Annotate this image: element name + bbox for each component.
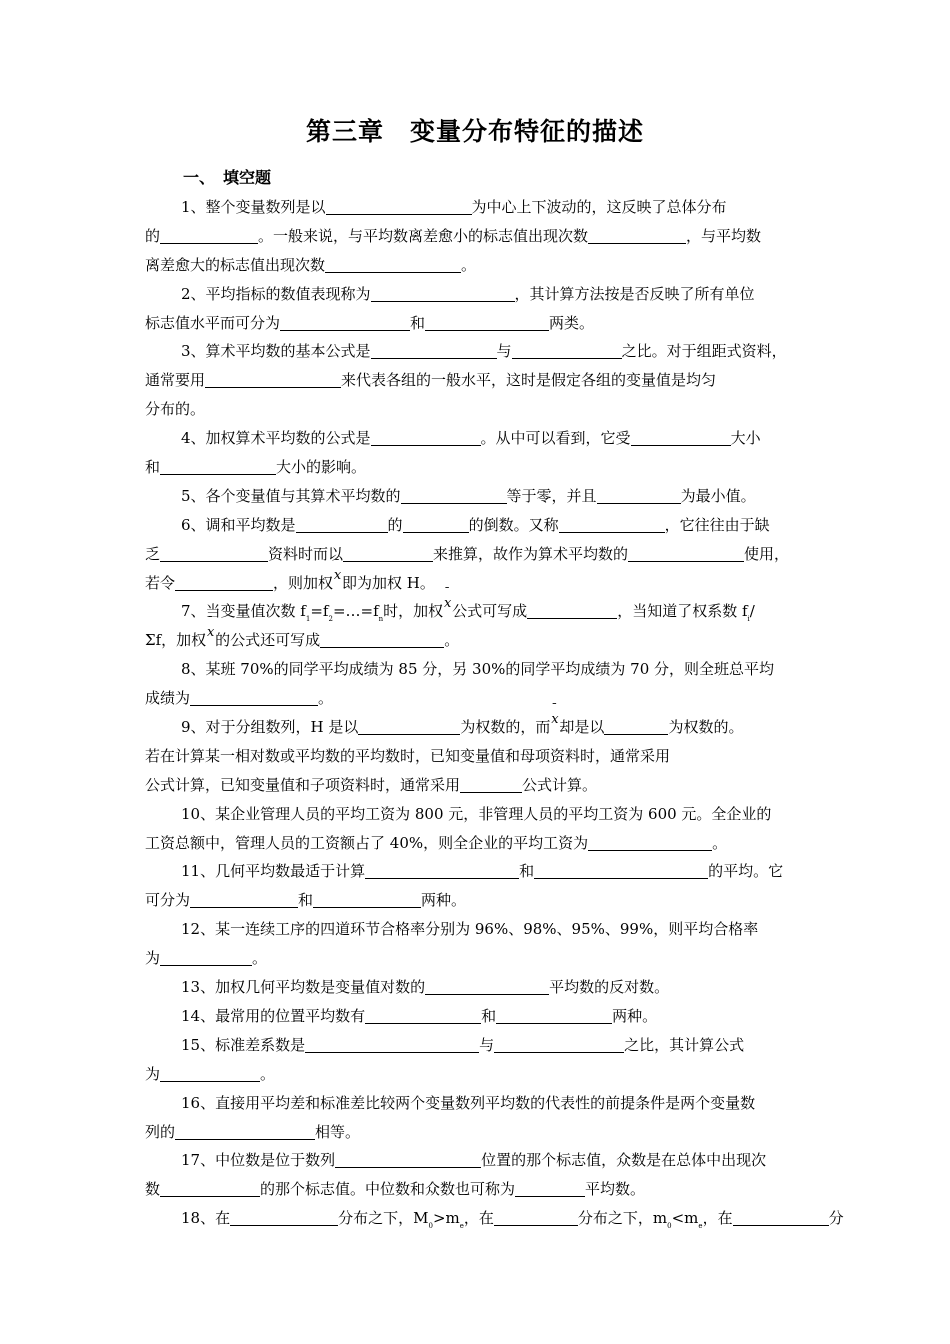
question-5-line-1: 5、各个变量值与其算术平均数的 等于零，并且 为最小值。	[181, 486, 756, 505]
answer-blank[interactable]	[326, 197, 472, 215]
answer-blank[interactable]	[588, 833, 712, 851]
answer-blank[interactable]	[365, 861, 519, 879]
question-16-line-1: 16、直接用平均差和标准差比较两个变量数列平均数的代表性的前提条件是两个变量数	[181, 1093, 756, 1112]
x-bar-symbol: ¯ x	[443, 590, 452, 619]
answer-blank[interactable]	[313, 890, 421, 908]
question-16-line-2: 列的 相等。	[145, 1122, 361, 1141]
question-1-line-2: 的 。一般来说，与平均数离差愈小的标志值出现次数 ，与平均数	[145, 226, 762, 245]
question-7-line-2: Σf，加权¯ x的公式还可写成 。	[145, 626, 807, 655]
answer-blank[interactable]	[160, 226, 258, 244]
answer-blank[interactable]	[296, 515, 388, 533]
answer-blank[interactable]	[401, 486, 507, 504]
answer-blank[interactable]	[335, 1150, 481, 1168]
question-10-line-1: 10、某企业管理人员的平均工资为 800 元，非管理人员的平均工资为 600 元。全企业的	[181, 804, 772, 823]
answer-blank[interactable]	[160, 1179, 260, 1197]
question-3-line-2: 通常要用 来代表各组的一般水平，这时是假定各组的变量值是均匀	[145, 371, 717, 390]
question-2-line-1: 2、平均指标的数值表现称为 ，其计算方法按是否反映了所有单位	[181, 284, 755, 303]
question-3-line-1: 3、算术平均数的基本公式是 与 之比。对于组距式资料，	[181, 342, 787, 361]
question-13-line-1: 13、加权几何平均数是变量值对数的 平均数的反对数。	[181, 978, 670, 997]
answer-blank[interactable]	[190, 688, 318, 706]
answer-blank[interactable]	[733, 1208, 829, 1226]
question-6-line-1: 6、调和平均数是 的 的倒数。又称 ，它往往由于缺	[181, 515, 770, 534]
question-6-line-2: 乏 资料时而以 来推算，故作为算术平均数的 使用，	[145, 544, 790, 563]
question-4-line-1: 4、加权算术平均数的公式是 。从中可以看到，它受 大小	[181, 429, 761, 448]
answer-blank[interactable]	[175, 573, 273, 591]
question-6-line-3: 若令 ，则加权¯ x即为加权 H。	[145, 569, 807, 598]
answer-blank[interactable]	[280, 313, 410, 331]
question-8-line-2: 成绩为 。	[145, 689, 334, 708]
question-9-line-2: 若在计算某一相对数或平均数的平均数时，已知变量值和母项资料时，通常采用	[145, 746, 671, 765]
answer-blank[interactable]	[205, 370, 341, 388]
answer-blank[interactable]	[371, 341, 497, 359]
answer-blank[interactable]	[460, 775, 522, 793]
question-9-line-3: 公式计算，已知变量值和子项资料时，通常采用 公式计算。	[145, 775, 598, 794]
answer-blank[interactable]	[175, 1122, 315, 1140]
question-12-line-1: 12、某一连续工序的四道环节合格率分别为 96%、98%、95%、99%，则平均合格率	[181, 920, 759, 939]
answer-blank[interactable]	[425, 313, 549, 331]
question-list	[145, 193, 844, 1233]
question-10-line-2: 工资总额中，管理人员的工资额占了 40%，则全企业的平均工资为 。	[145, 833, 728, 852]
answer-blank[interactable]	[534, 861, 708, 879]
question-9-line-1: 9、对于分组数列，H 是以 为权数的，而¯ x却是以 为权数的。	[145, 713, 807, 742]
answer-blank[interactable]	[631, 428, 731, 446]
answer-blank[interactable]	[403, 515, 469, 533]
answer-blank[interactable]	[371, 284, 515, 302]
section-heading: 一、 填空题	[183, 168, 272, 187]
question-1-line-3: 离差愈大的标志值出现次数 。	[145, 255, 477, 274]
answer-blank[interactable]	[496, 1006, 612, 1024]
question-4-line-2: 和 大小的影响。	[145, 458, 367, 477]
answer-blank[interactable]	[320, 630, 444, 648]
x-bar-symbol: ¯ x	[550, 706, 559, 735]
answer-blank[interactable]	[305, 1035, 479, 1053]
answer-blank[interactable]	[515, 1179, 585, 1197]
question-11-line-1: 11、几何平均数最适于计算 和 的平均。它	[181, 862, 784, 881]
answer-blank[interactable]	[160, 1064, 260, 1082]
question-11-line-2: 可分为 和 两种。	[145, 891, 467, 910]
x-bar-symbol: ¯ x	[206, 619, 215, 648]
question-1-line-1: 1、整个变量数列是以 为中心上下波动的，这反映了总体分布	[181, 198, 727, 216]
question-7-line-1: 7、当变量值次数 $f_1=f_2=\dots=f_n$时，加权¯ x公式可写成 ，当知道了权系数 $f_i/$	[145, 597, 807, 626]
answer-blank[interactable]	[371, 428, 481, 446]
question-15-line-1: 15、标准差系数是 与 之比，其计算公式	[181, 1035, 745, 1054]
answer-blank[interactable]	[604, 717, 668, 735]
question-15-line-2: 为 。	[145, 1064, 276, 1083]
question-18-line-1: 18、在 分布之下，$M_0>m_e$，在 分布之下，$m_0<m_e$，在 分	[181, 1209, 844, 1231]
answer-blank[interactable]	[597, 486, 681, 504]
answer-blank[interactable]	[365, 1006, 481, 1024]
answer-blank[interactable]	[325, 255, 461, 273]
answer-blank[interactable]	[343, 544, 433, 562]
answer-blank[interactable]	[512, 341, 622, 359]
x-bar-symbol: ¯ x	[333, 562, 342, 591]
question-17-line-1: 17、中位数是位于数列 位置的那个标志值，众数是在总体中出现次	[181, 1151, 767, 1170]
answer-blank[interactable]	[230, 1208, 338, 1226]
answer-blank[interactable]	[588, 226, 686, 244]
answer-blank[interactable]	[628, 544, 744, 562]
answer-blank[interactable]	[494, 1035, 624, 1053]
answer-blank[interactable]	[527, 601, 617, 619]
question-3-line-3: 分布的。	[145, 400, 206, 419]
answer-blank[interactable]	[358, 717, 460, 735]
question-8-line-1: 8、某班 70%的同学平均成绩为 85 分，另 30%的同学平均成绩为 70 分，则全班总平均	[181, 660, 775, 679]
question-14-line-1: 14、最常用的位置平均数有 和 两种。	[181, 1006, 658, 1025]
answer-blank[interactable]	[425, 977, 549, 995]
answer-blank[interactable]	[559, 515, 665, 533]
answer-blank[interactable]	[160, 457, 276, 475]
question-12-line-2: 为 。	[145, 949, 268, 968]
answer-blank[interactable]	[190, 890, 298, 908]
answer-blank[interactable]	[160, 948, 252, 966]
answer-blank[interactable]	[160, 544, 268, 562]
question-2-line-2: 标志值水平而可分为 和 两类。	[145, 313, 595, 332]
chapter-title: 第三章 变量分布特征的描述	[305, 117, 644, 146]
answer-blank[interactable]	[494, 1208, 578, 1226]
question-17-line-2: 数 的那个标志值。中位数和众数也可称为 平均数。	[145, 1180, 646, 1199]
